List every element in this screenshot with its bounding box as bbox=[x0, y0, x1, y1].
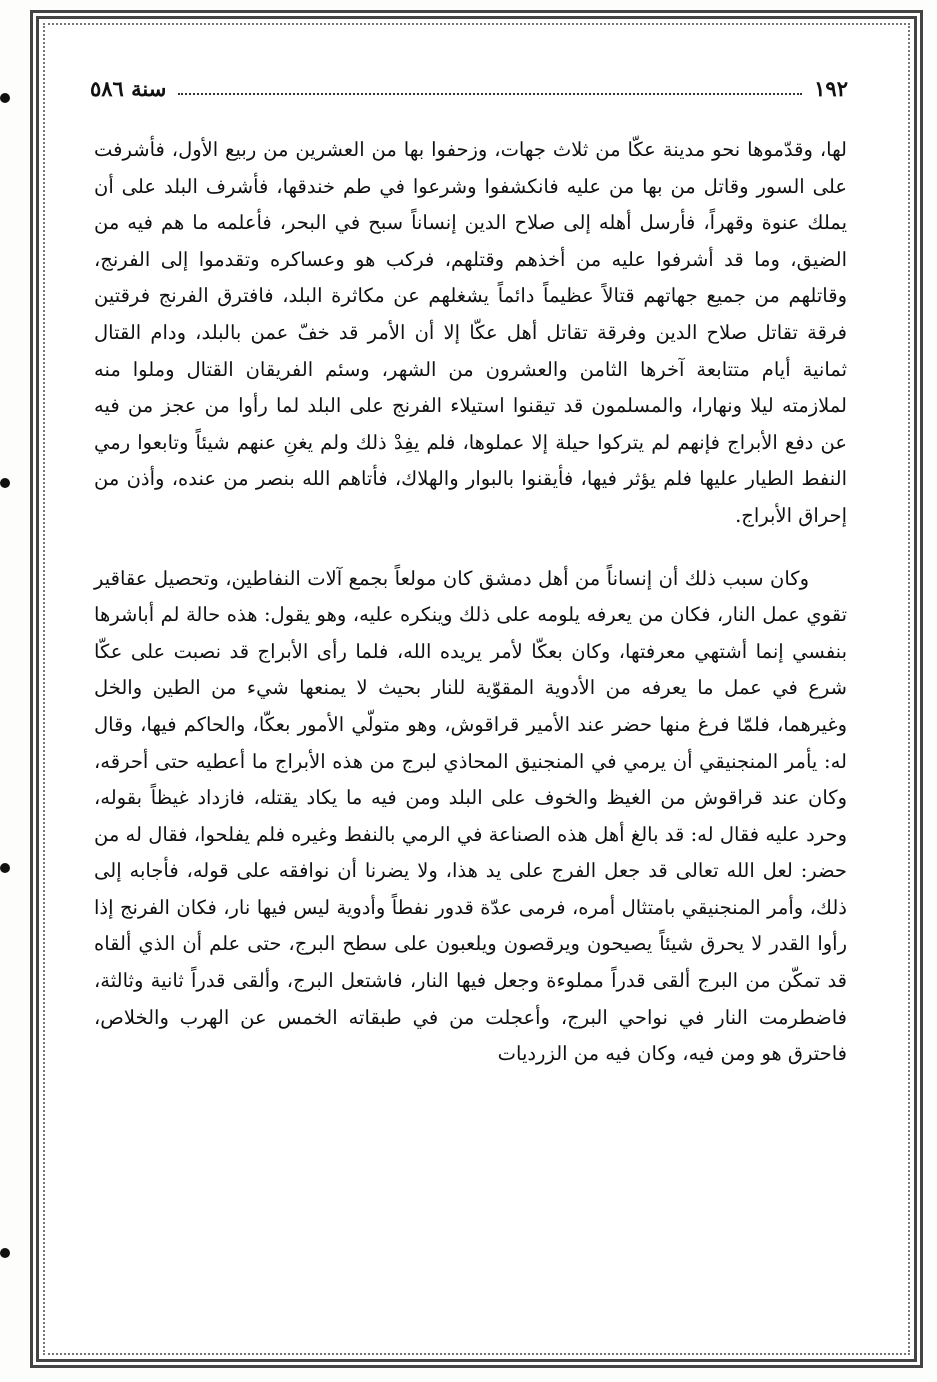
binding-mark bbox=[0, 863, 10, 873]
body-text bbox=[94, 132, 847, 1073]
year-label: سنة ٥٨٦ bbox=[90, 75, 167, 101]
paragraph: وكان سبب ذلك أن إنساناً من أهل دمشق كان مولعاً بجمع آلات النفاطين، وتحصيل عقاقير تقوي عمل النار، فكان من يعرفه يلومه على ذلك وينكره عليه، وهو يقول: هذه حالة لم أباشرها بنفسي إنما أشتهي معرفتها، وكان بعكّا لأمر يريده الله، فلما رأى الأبراج قد نصبت على عكّا شرع في عمل ما يعرفه من الأدوية المقوّية للنار بحيث لا يمنعها شيء من الطين والخل وغيرهما، فلمّا فرغ منها حضر عند الأمير قراقوش، وهو متولّي الأمور بعكّا، والحاكم فيها، وقال له: يأمر المنجنيقي أن يرمي في المنجنيق المحاذي لبرج من هذه الأبراج ما أعطيه حتى أحرقه، وكان عند قراقوش من الغيظ والخوف على البلد ومن فيه ما يكاد يقتله، فازداد غيظاً بقوله، وحرد عليه فقال له: قد بالغ أهل هذه الصناعة في الرمي بالنفط وغيره فلم يفلحوا، فقال له من حضر: لعل الله تعالى قد جعل الفرج على يد هذا، ولا يضرنا أن نوافقه على قوله، فأجابه إلى ذلك، وأمر المنجنيقي بامتثال أمره، فرمى عدّة قدور نفطاً وأدوية ليس فيها نار، فكان الفرنج إذا رأوا القدر لا يحرق شيئاً يصيحون ويرقصون ويلعبون على سطح البرج، حتى علم أن الذي ألقاه قد تمكّن من البرج ألقى قدراً مملوءة وجعل فيها النار، فاشتعل البرج، وألقى قدراً ثانية وثالثة، فاضطرمت النار في نواحي البرج، وأعجلت من في طبقاته الخمس عن الهرب والخلاص، فاحترق هو ومن فيه، وكان فيه من الزرديات bbox=[94, 566, 847, 1066]
header-dotted-leader bbox=[178, 93, 802, 95]
binding-mark bbox=[0, 93, 10, 103]
paragraph: لها، وقدّموها نحو مدينة عكّا من ثلاث جهات، وزحفوا بها من العشرين من ربيع الأول، فأشرفت على السور وقاتل من بها من عليه فانكشفوا وشرعوا في طم خندقها، فأشرف البلد على أن يملك عنوة وقهراً، فأرسل أهله إلى صلاح الدين إنساناً سبح في البحر، فأعلمه ما هم فيه من الضيق، وما قد أشرفوا عليه من أخذهم وقتلهم، فركب هو وعساكره وتقدموا إلى الفرنج، وقاتلهم من جميع جهاتهم قتالاً عظيماً دائماً يشغلهم عن مكاثرة البلد، فافترق الفرنج فرقتين فرقة تقاتل صلاح الدين وفرقة تقاتل أهل عكّا إلا أن الأمر قد خفّ عمن بالبلد، ودام القتال ثمانية أيام متتابعة آخرها الثامن والعشرون من الشهر، وسئم الفريقان القتال وملوا منه لملازمته ليلا ونهارا، والمسلمون قد تيقنوا استيلاء الفرنج على البلد لما رأوا من عجز من فيه عن دفع الأبراج فإنهم لم يتركوا حيلة إلا عملوها، فلم يفِدْ ذلك ولم يغنِ عنهم شيئاً وتابعوا رمي النفط الطيار عليها فلم يؤثر فيها، فأيقنوا بالبوار والهلاك، فأتاهم الله بنصر من عنده، وأذن من إحراق الأبراج. bbox=[94, 138, 847, 527]
binding-mark bbox=[0, 478, 10, 488]
running-header bbox=[90, 68, 848, 108]
binding-mark bbox=[0, 1248, 10, 1258]
page-number: ١٩٢ bbox=[814, 75, 848, 101]
